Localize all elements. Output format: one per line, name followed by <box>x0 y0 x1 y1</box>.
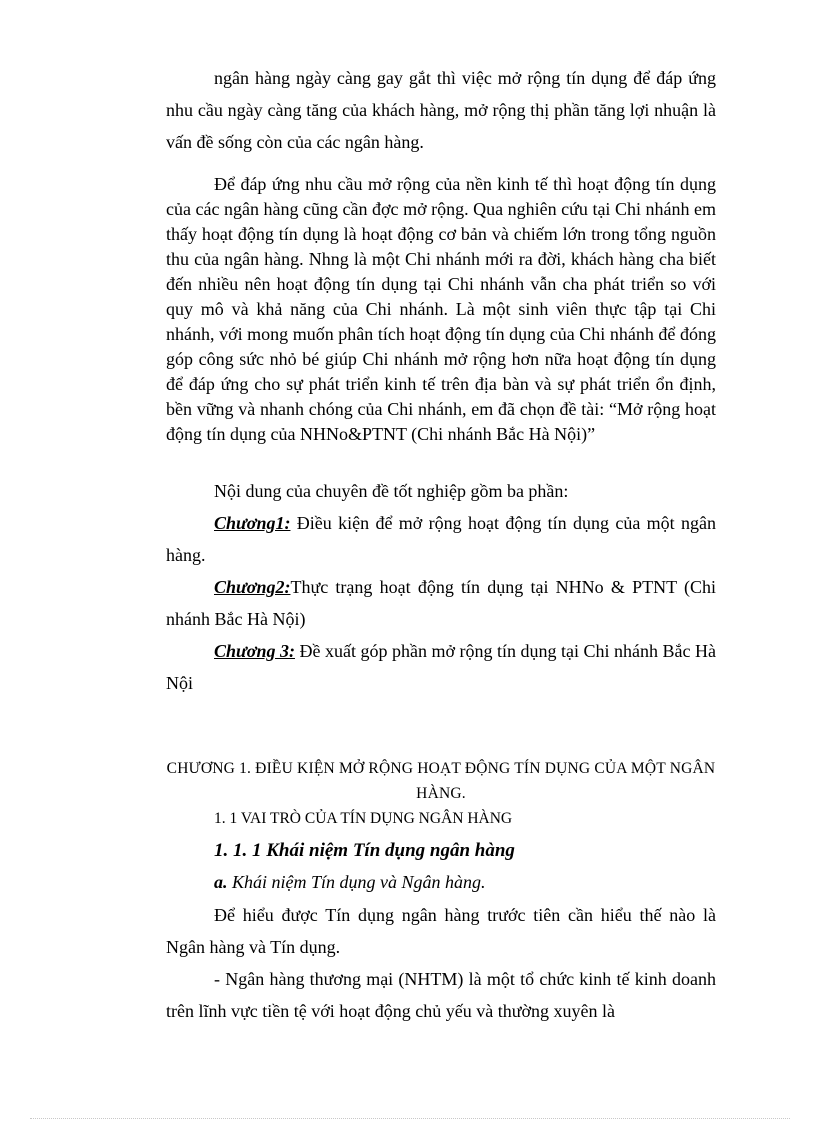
paragraph-intro: ngân hàng ngày càng gay gắt thì việc mở rộng tín dụng để đáp ứng nhu cầu ngày càng tăng của khách hàng, mở rộng thị phần tăng lợi nhuận là vấn đề sống còn của các ngân hàng. <box>166 68 716 152</box>
page-bottom-divider <box>30 1118 790 1119</box>
chapter-2-text: Thực trạng hoạt động tín dụng tại NHNo & PTNT (Chi nhánh Bắc Hà Nội) <box>166 577 716 629</box>
chapter-2-label: Chương2: <box>214 577 291 597</box>
chapter-1-label: Chương1: <box>214 513 291 533</box>
subsection-a-label: a. <box>214 872 228 892</box>
subsection-a-text: Khái niệm Tín dụng và Ngân hàng. <box>227 872 486 892</box>
chapter-1-item <box>166 507 716 571</box>
chapter-3-text: Đề xuất góp phần mở rộng tín dụng tại Chi nhánh Bắc Hà Nội <box>166 641 717 693</box>
chapter-heading: CHƯƠNG 1. ĐIỀU KIỆN MỞ RỘNG HOẠT ĐỘNG TÍN DỤNG CỦA MỘT NGÂN HÀNG. <box>166 760 716 802</box>
paragraph-reason: Để đáp ứng nhu cầu mở rộng của nền kinh tế thì hoạt động tín dụng của các ngân hàng cũng cần đợc mở rộng. Qua nghiên cứu tại Chi nhánh em thấy hoạt động tín dụng là hoạt động cơ bản và chiếm lớn trong tổng nguồn thu của ngân hàng. Nhng là một Chi nhánh mới ra đời, khách hàng cha biết đến nhiều nên hoạt động tín dụng tại Chi nhánh vẫn cha phát triển so với quy mô và khả năng của Chi nhánh. Là một sinh viên thực tập tại Chi nhánh, với mong muốn phân tích hoạt động tín dụng của Chi nhánh để đóng góp công sức nhỏ bé giúp Chi nhánh mở rộng hơn nữa hoạt động tín dụng để đáp ứng cho sự phát triển kinh tế trên địa bàn và sự phát triển ổn định, bền vững và nhanh chóng của Chi nhánh, em đã chọn đề tài: “Mở rộng hoạt động tín dụng của NHNo&PTNT (Chi nhánh Bắc Hà Nội)” <box>166 174 716 444</box>
chapter-3-label: Chương 3: <box>214 641 295 661</box>
paragraph-nhtm: - Ngân hàng thương mại (NHTM) là một tổ chức kinh tế kinh doanh trên lĩnh vực tiền tệ với hoạt động chủ yếu và thường xuyên là <box>166 969 716 1021</box>
section-heading-1-1: 1. 1 VAI TRÒ CỦA TÍN DỤNG NGÂN HÀNG <box>214 810 513 827</box>
paragraph-understand: Để hiểu được Tín dụng ngân hàng trước tiên cần hiểu thế nào là Ngân hàng và Tín dụng. <box>166 905 716 957</box>
chapter-2-item <box>166 571 716 635</box>
chapter-1-text: Điều kiện để mở rộng hoạt động tín dụng của một ngân hàng. <box>166 513 716 565</box>
subsection-a <box>214 872 486 893</box>
section-heading-1-1-1: 1. 1. 1 Khái niệm Tín dụng ngân hàng <box>214 840 515 861</box>
chapter-3-item <box>166 635 716 699</box>
paragraph-content: Nội dung của chuyên đề tốt nghiệp gồm ba phần: <box>214 481 569 501</box>
